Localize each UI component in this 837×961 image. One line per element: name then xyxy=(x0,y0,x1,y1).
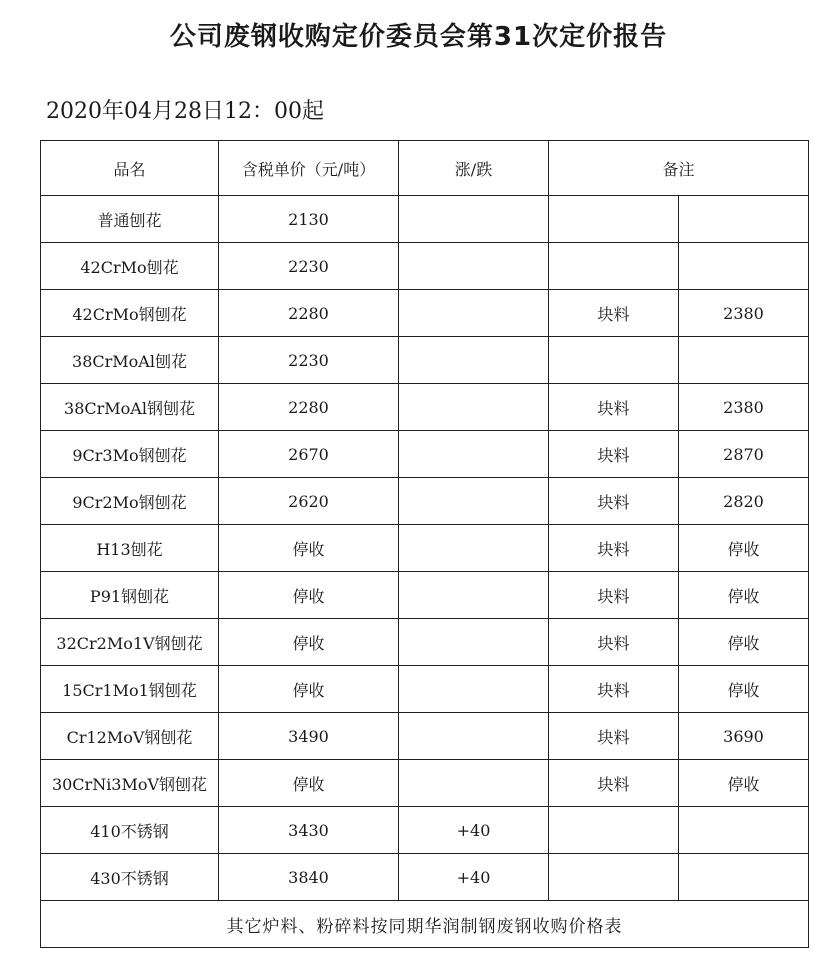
cell-unit-price: 停收 xyxy=(219,760,399,807)
cell-remark-price xyxy=(679,854,809,901)
cell-remark-type: 块料 xyxy=(549,713,679,760)
table-row xyxy=(41,243,809,290)
cell-product-name: 430不锈钢 xyxy=(41,854,219,901)
cell-remark-type: 块料 xyxy=(549,290,679,337)
cell-product-name: H13刨花 xyxy=(41,525,219,572)
cell-change: +40 xyxy=(399,854,549,901)
cell-remark-price: 2870 xyxy=(679,431,809,478)
cell-unit-price: 停收 xyxy=(219,525,399,572)
table-row xyxy=(41,290,809,337)
cell-change xyxy=(399,384,549,431)
table-row xyxy=(41,619,809,666)
table-row xyxy=(41,525,809,572)
table-row xyxy=(41,196,809,243)
cell-remark-price: 停收 xyxy=(679,760,809,807)
effective-time: 2020年04月28日12：00起 xyxy=(46,99,324,124)
cell-product-name: 15Cr1Mo1钢刨花 xyxy=(41,666,219,713)
cell-product-name: 9Cr3Mo钢刨花 xyxy=(41,431,219,478)
cell-unit-price: 2230 xyxy=(219,243,399,290)
cell-remark-price: 停收 xyxy=(679,572,809,619)
table-footer-row xyxy=(41,901,809,948)
cell-remark-type: 块料 xyxy=(549,760,679,807)
cell-remark-type: 块料 xyxy=(549,384,679,431)
cell-remark-type xyxy=(549,196,679,243)
header-change: 涨/跌 xyxy=(399,141,549,196)
cell-remark-type: 块料 xyxy=(549,666,679,713)
cell-remark-type: 块料 xyxy=(549,619,679,666)
cell-unit-price: 停收 xyxy=(219,666,399,713)
cell-change: +40 xyxy=(399,807,549,854)
cell-unit-price: 停收 xyxy=(219,619,399,666)
table-row xyxy=(41,713,809,760)
cell-remark-type: 块料 xyxy=(549,525,679,572)
cell-product-name: 38CrMoAl刨花 xyxy=(41,337,219,384)
table-row xyxy=(41,807,809,854)
cell-change xyxy=(399,713,549,760)
table-row xyxy=(41,478,809,525)
cell-remark-type xyxy=(549,243,679,290)
cell-change xyxy=(399,431,549,478)
cell-product-name: 410不锈钢 xyxy=(41,807,219,854)
header-remark: 备注 xyxy=(549,141,809,196)
cell-remark-type xyxy=(549,854,679,901)
cell-unit-price: 2670 xyxy=(219,431,399,478)
footer-note: 其它炉料、粉碎料按同期华润制钢废钢收购价格表 xyxy=(41,901,809,948)
cell-change xyxy=(399,478,549,525)
cell-remark-price: 2820 xyxy=(679,478,809,525)
cell-change xyxy=(399,666,549,713)
cell-change xyxy=(399,243,549,290)
cell-change xyxy=(399,619,549,666)
cell-change xyxy=(399,572,549,619)
table-row xyxy=(41,760,809,807)
cell-unit-price: 2620 xyxy=(219,478,399,525)
table-row xyxy=(41,384,809,431)
cell-unit-price: 3430 xyxy=(219,807,399,854)
table-header-row xyxy=(41,141,809,196)
cell-product-name: 42CrMo刨花 xyxy=(41,243,219,290)
cell-change xyxy=(399,760,549,807)
cell-unit-price: 2230 xyxy=(219,337,399,384)
cell-product-name: Cr12MoV钢刨花 xyxy=(41,713,219,760)
cell-remark-price: 停收 xyxy=(679,525,809,572)
cell-remark-type: 块料 xyxy=(549,431,679,478)
report-title: 公司废钢收购定价委员会第31次定价报告 xyxy=(169,22,668,52)
cell-unit-price: 停收 xyxy=(219,572,399,619)
cell-unit-price: 3840 xyxy=(219,854,399,901)
cell-product-name: 38CrMoAl钢刨花 xyxy=(41,384,219,431)
cell-change xyxy=(399,290,549,337)
cell-remark-price xyxy=(679,243,809,290)
cell-remark-price: 停收 xyxy=(679,619,809,666)
cell-change xyxy=(399,337,549,384)
cell-remark-type xyxy=(549,337,679,384)
price-table xyxy=(40,140,809,948)
cell-remark-price: 2380 xyxy=(679,290,809,337)
cell-remark-price xyxy=(679,196,809,243)
cell-remark-price xyxy=(679,337,809,384)
cell-product-name: 42CrMo钢刨花 xyxy=(41,290,219,337)
cell-remark-price: 3690 xyxy=(679,713,809,760)
cell-remark-price xyxy=(679,807,809,854)
cell-remark-type: 块料 xyxy=(549,572,679,619)
table-row xyxy=(41,431,809,478)
cell-product-name: 9Cr2Mo钢刨花 xyxy=(41,478,219,525)
table-row xyxy=(41,666,809,713)
cell-change xyxy=(399,196,549,243)
cell-product-name: 普通刨花 xyxy=(41,196,219,243)
table-row xyxy=(41,572,809,619)
cell-remark-price: 2380 xyxy=(679,384,809,431)
cell-unit-price: 3490 xyxy=(219,713,399,760)
cell-product-name: 32Cr2Mo1V钢刨花 xyxy=(41,619,219,666)
cell-unit-price: 2280 xyxy=(219,384,399,431)
header-unit-price: 含税单价（元/吨） xyxy=(219,141,399,196)
header-product-name: 品名 xyxy=(41,141,219,196)
cell-remark-price: 停收 xyxy=(679,666,809,713)
cell-remark-type xyxy=(549,807,679,854)
cell-remark-type: 块料 xyxy=(549,478,679,525)
cell-change xyxy=(399,525,549,572)
table-row xyxy=(41,337,809,384)
cell-unit-price: 2130 xyxy=(219,196,399,243)
cell-product-name: 30CrNi3MoV钢刨花 xyxy=(41,760,219,807)
cell-unit-price: 2280 xyxy=(219,290,399,337)
cell-product-name: P91钢刨花 xyxy=(41,572,219,619)
table-row xyxy=(41,854,809,901)
